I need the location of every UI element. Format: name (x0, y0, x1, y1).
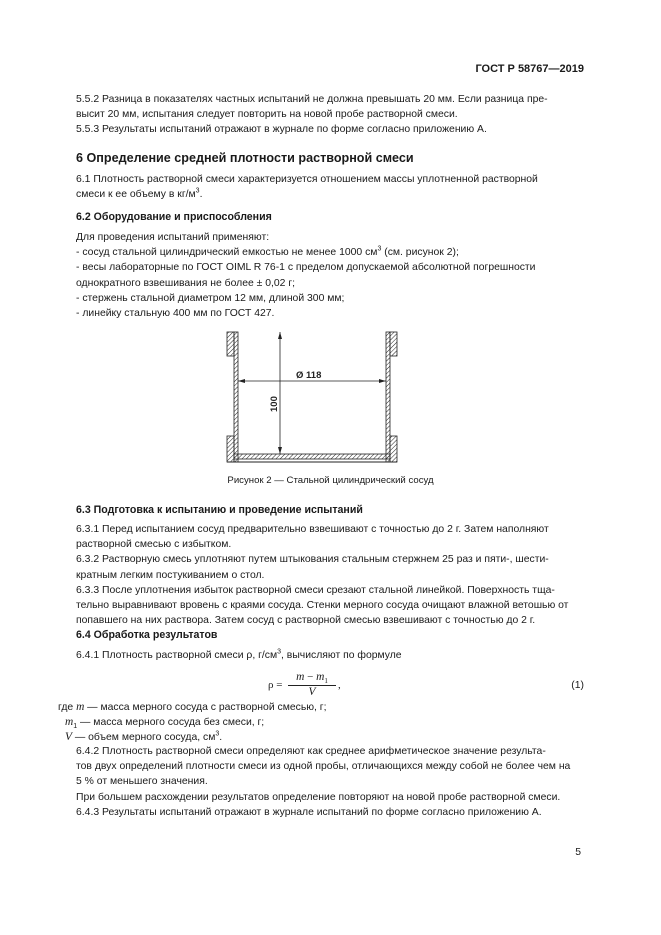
para-6-1-line2 (76, 187, 584, 202)
text: 5.5.2 Разница в показателях частных испытаний не должна превышать 20 мм. Если разница пре- (76, 94, 548, 105)
list-item-rod: - стержень стальной диаметром 12 мм, длиной 300 мм; (76, 292, 345, 304)
para-5-5-2-line2: высит 20 мм, испытания следует повторить на новой пробе растворной смеси. (76, 109, 458, 121)
text: — масса мерного сосуда с растворной смесью, г; (84, 702, 327, 713)
superscript: 3 (277, 648, 282, 656)
right-top-rim (390, 332, 397, 356)
para-6-2-intro: Для проведения испытаний применяют: (76, 232, 270, 243)
list-item-scales-line2: однократного взвешивания не более ± 0,02 г; (76, 277, 296, 289)
height-label: 100 (269, 396, 280, 412)
para-6-3-3-line2: тельно выравнивают вровень с краями сосуда. Стенки мерного сосуда очищают влажной ветошью от (76, 600, 569, 612)
para-6-4-2-line4: При большем расхождении результатов определение повторяют на новой пробе растворной смеси. (76, 791, 561, 803)
vessel-drawing (222, 330, 412, 466)
formula-legend (58, 700, 584, 746)
para-6-4-3: 6.4.3 Результаты испытаний отражают в журнале испытаний по форме согласно приложению А. (76, 806, 542, 818)
subsection-6-4-title: 6.4 Обработка результатов (76, 629, 218, 641)
var-m1: m (316, 671, 325, 683)
text: , вычисляют по формуле (281, 650, 402, 661)
para-6-4-2-line3: 5 % от меньшего значения. (76, 776, 208, 788)
text: - сосуд стальной цилиндрический емкостью не менее 1000 см (76, 247, 378, 259)
para-6-4-2-line2: тов двух определений плотности смеси из одной пробы, отличающихся между собой не более чем на (76, 761, 571, 773)
page-number: 5 (575, 847, 581, 858)
equation-number: (1) (571, 680, 584, 691)
standard-header: ГОСТ Р 58767—2019 (475, 63, 584, 75)
para-6-3-1-line2: растворной смесью с избытком. (76, 539, 232, 551)
para-5-5-3: 5.5.3 Результаты испытаний отражают в журнале по форме согласно приложению А. (76, 124, 487, 136)
legend-m1 (58, 715, 584, 730)
clause-6-4-2 (76, 744, 584, 820)
subscript: 1 (73, 723, 78, 731)
clause-6-3 (76, 522, 584, 628)
vessel-bottom (234, 454, 390, 459)
list-item-ruler: - линейку стальную 400 мм по ГОСТ 427. (76, 308, 275, 320)
para-6-3-3-line3: попавшего на них раствора. Затем сосуд с растворной смесью взвешивают с точностью до 2 г. (76, 615, 536, 627)
legend-m (58, 700, 584, 715)
para-6-3-2-line2: кратным легким постукиванием о стол. (76, 569, 265, 581)
text: . (199, 189, 203, 201)
superscript: 3 (195, 187, 200, 195)
list-item-scales-line1: - весы лабораторные по ГОСТ OIML R 76-1 с пределом допускаемой абсолютной погрешности (76, 262, 536, 274)
arrow-left (238, 379, 245, 383)
var-v: V (308, 686, 316, 698)
right-wall (386, 332, 390, 462)
clause-5-5 (76, 92, 584, 138)
var-m: m (76, 701, 85, 713)
para-5-5-2-line1 (76, 92, 584, 107)
para-6-3-3-line1: 6.3.3 После уплотнения избыток растворной смеси срезают стальной линейкой. Поверхность тща- (76, 584, 555, 596)
text: — объем мерного сосуда, см (71, 732, 216, 744)
arrow-right (379, 379, 386, 383)
formula-tail: , (338, 679, 341, 691)
minus-sign: − (304, 671, 317, 683)
subscript: 1 (324, 677, 328, 686)
superscript: 3 (377, 245, 382, 253)
formula-lhs: ρ = (268, 679, 283, 691)
section-6-title: 6 Определение средней плотности растворной смеси (76, 151, 414, 165)
var-v: V (65, 731, 72, 744)
list-item-vessel (76, 245, 584, 260)
var-m: m (296, 671, 305, 683)
subsection-6-2-title: 6.2 Оборудование и приспособления (76, 211, 272, 223)
formula-density (268, 670, 588, 700)
diameter-label: Ø 118 (296, 370, 322, 381)
right-bottom-rim (390, 436, 397, 462)
clause-6-4-1 (76, 648, 584, 663)
figure-2-vessel-drawing (222, 330, 412, 471)
text: 6.4.1 Плотность растворной смеси ρ, г/см (76, 650, 278, 661)
clause-6-1 (76, 172, 584, 202)
text: — масса мерного сосуда без смеси, г; (77, 717, 265, 729)
para-6-3-2-line1: 6.3.2 Растворную смесь уплотняют путем штыкования стальным стержнем 25 раз и пяти-, шести- (76, 554, 549, 566)
superscript: 3 (215, 730, 220, 738)
arrow-bottom (278, 447, 282, 454)
para-6-4-1 (76, 648, 584, 663)
clause-6-2-list (76, 230, 584, 321)
left-bottom-rim (227, 436, 234, 462)
formula-numerator (286, 670, 338, 685)
para-6-4-2-line1: 6.4.2 Плотность растворной смеси определяют как среднее арифметическое значение результа- (76, 746, 546, 757)
figure-2-caption: Рисунок 2 — Стальной цилиндрический сосуд (227, 475, 434, 486)
left-wall (234, 332, 238, 462)
text: смеси к ее объему в кг/м (76, 189, 196, 201)
formula-denominator (286, 685, 338, 700)
text: (см. рисунок 2); (381, 247, 459, 259)
var-m1: m (65, 716, 74, 729)
subsection-6-3-title: 6.3 Подготовка к испытанию и проведение испытаний (76, 504, 363, 516)
text: где (58, 702, 77, 713)
para-6-1-line1: 6.1 Плотность растворной смеси характеризуется отношением массы уплотненной растворной (76, 174, 538, 185)
text: . (219, 732, 223, 744)
arrow-top (278, 332, 282, 339)
para-6-3-1-line1: 6.3.1 Перед испытанием сосуд предварительно взвешивают с точностью до 2 г. Затем наполняют (76, 524, 549, 535)
left-top-rim (227, 332, 234, 356)
